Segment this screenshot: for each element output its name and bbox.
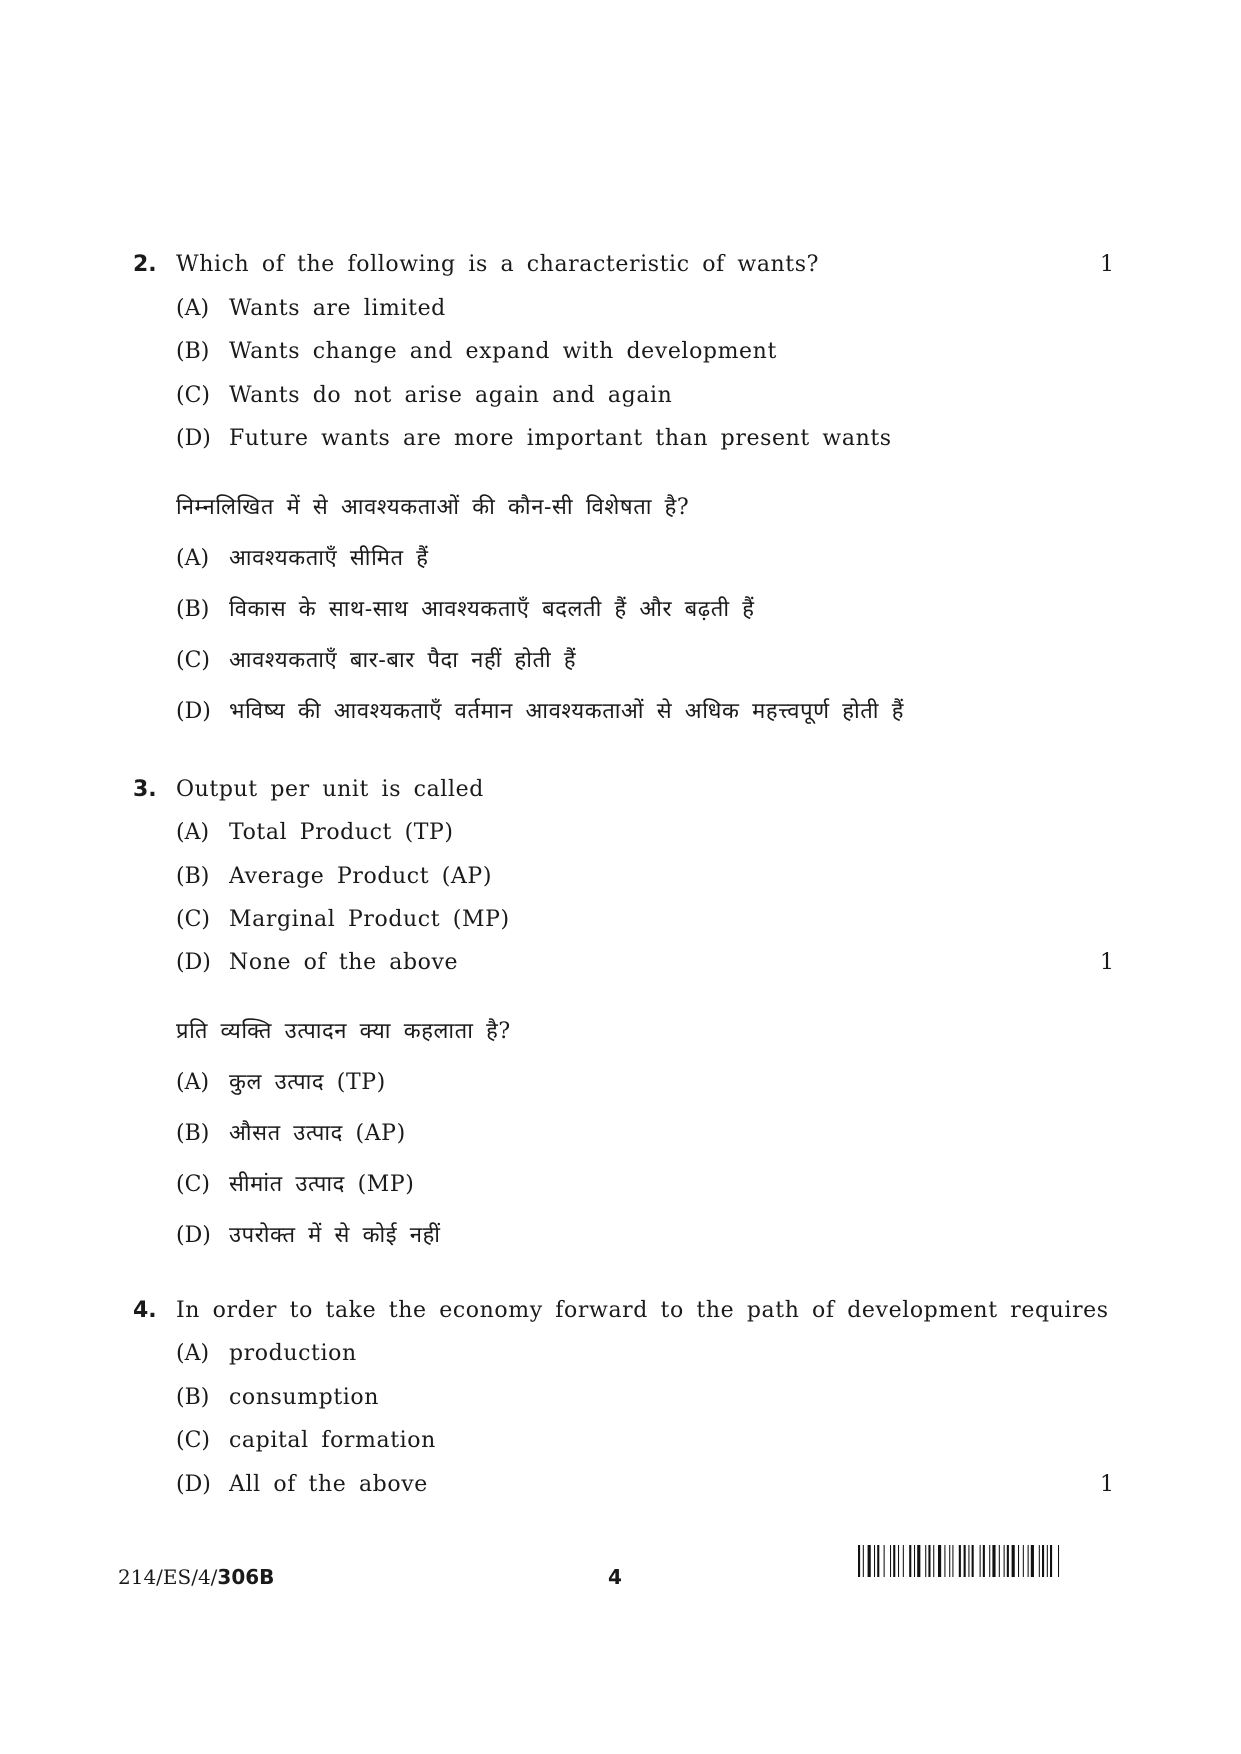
barcode-bar [874, 1545, 875, 1577]
barcode-bar [964, 1545, 966, 1577]
option-text: Average Product (AP) [229, 864, 493, 889]
option-text-hi: विकास के साथ-साथ आवश्यकताएँ बदलती हैं और बढ़ती हैं [229, 597, 755, 622]
barcode-bar [983, 1545, 985, 1577]
barcode-bar [949, 1545, 950, 1577]
barcode-bar [980, 1545, 981, 1577]
option-letter: (D) [176, 426, 211, 451]
option-letter: (C) [176, 648, 210, 673]
option-letter: (B) [176, 864, 210, 889]
paper-code [118, 1562, 274, 1592]
option-text: Wants do not arise again and again [229, 383, 673, 408]
option-letter: (D) [176, 1472, 211, 1497]
barcode-bar [1039, 1545, 1040, 1577]
barcode-bar [868, 1545, 871, 1577]
option-text-hi: भविष्य की आवश्यकताएँ वर्तमान आवश्यकताओं से अधिक महत्त्वपूर्ण होती हैं [229, 699, 904, 724]
question-text-hi: निम्नलिखित में से आवश्यकताओं की कौन-सी विशेषता है? [176, 495, 690, 520]
question-text-en: Output per unit is called [176, 777, 484, 802]
barcode-bar [944, 1545, 945, 1577]
option-text: production [229, 1341, 357, 1366]
barcode-bar [1018, 1545, 1019, 1577]
option-text-hi: आवश्यकताएँ सीमित हैं [229, 546, 429, 571]
option-text-hi: आवश्यकताएँ बार-बार पैदा नहीं होती हैं [229, 648, 577, 673]
option-text-hi: उपरोक्त में से कोई नहीं [229, 1223, 441, 1248]
option-text-hi: सीमांत उत्पाद (MP) [229, 1172, 415, 1197]
question-number: 3. [133, 777, 157, 802]
option-letter: (A) [176, 296, 210, 321]
barcode-bar [968, 1545, 969, 1577]
option-text: Wants are limited [229, 296, 446, 321]
barcode-bar [952, 1545, 953, 1577]
option-letter: (B) [176, 1121, 210, 1146]
option-letter: (A) [176, 546, 210, 571]
option-letter: (A) [176, 820, 210, 845]
option-letter: (C) [176, 1172, 210, 1197]
question-text-en: Which of the following is a characteristic of wants? [176, 252, 820, 277]
barcode-bar [893, 1545, 895, 1577]
barcode-bar [925, 1545, 926, 1577]
paper-code-bold: 306B [217, 1565, 275, 1589]
barcode-bar [1028, 1545, 1029, 1577]
option-text-hi: औसत उत्पाद (AP) [229, 1121, 406, 1146]
option-text: Wants change and expand with development [229, 339, 777, 364]
barcode-bar [898, 1545, 899, 1577]
option-letter: (B) [176, 1385, 210, 1410]
option-letter: (A) [176, 1070, 210, 1095]
option-text: Marginal Product (MP) [229, 907, 510, 932]
barcode-bar [917, 1545, 920, 1577]
barcode-bar [928, 1545, 930, 1577]
option-letter: (B) [176, 597, 210, 622]
page-number: 4 [608, 1565, 622, 1589]
barcode-bar [959, 1545, 961, 1577]
option-letter: (D) [176, 1223, 211, 1248]
option-letter: (D) [176, 950, 211, 975]
barcode-bar [884, 1545, 885, 1577]
option-text: consumption [229, 1385, 380, 1410]
barcode-bar [992, 1545, 995, 1577]
barcode-bar [903, 1545, 904, 1577]
marks: 1 [1100, 1472, 1114, 1497]
option-letter: (C) [176, 383, 210, 408]
barcode-bar [863, 1545, 864, 1577]
option-letter: (B) [176, 339, 210, 364]
barcode-bar [1012, 1545, 1015, 1577]
marks: 1 [1100, 252, 1114, 277]
question-number: 4. [133, 1298, 157, 1323]
barcode-bar [1047, 1545, 1048, 1577]
barcode-bar [1031, 1545, 1034, 1577]
option-text: Future wants are more important than present wants [229, 426, 892, 451]
question-text-en: In order to take the economy forward to the path of development requires [176, 1298, 1109, 1323]
barcode-bar [972, 1545, 974, 1577]
option-text-hi: कुल उत्पाद (TP) [229, 1070, 386, 1095]
question-number: 2. [133, 252, 157, 277]
barcode-bar [999, 1545, 1000, 1577]
paper-code-prefix: 214/ES/4/ [118, 1565, 218, 1589]
option-letter: (C) [176, 1428, 210, 1453]
option-letter: (D) [176, 699, 211, 724]
barcode-bar [914, 1545, 915, 1577]
option-text: Total Product (TP) [229, 820, 454, 845]
option-text: None of the above [229, 950, 459, 975]
option-letter: (A) [176, 1341, 210, 1366]
barcode-bar [909, 1545, 911, 1577]
barcode-bar [890, 1545, 891, 1577]
barcode-bar [1023, 1545, 1024, 1577]
barcode-bar [1042, 1545, 1044, 1577]
barcode-bar [1004, 1545, 1005, 1577]
barcode-bar [1007, 1545, 1009, 1577]
barcode-bar [858, 1545, 860, 1577]
barcode-bar [1058, 1545, 1059, 1577]
barcode-bar [933, 1545, 934, 1577]
barcode-bar [1050, 1545, 1052, 1577]
barcode-bar [989, 1545, 990, 1577]
option-text: capital formation [229, 1428, 436, 1453]
barcode-bar [938, 1545, 941, 1577]
option-letter: (C) [176, 907, 210, 932]
barcode [858, 1545, 1120, 1577]
barcode-bar [877, 1545, 879, 1577]
option-text: All of the above [229, 1472, 428, 1497]
marks: 1 [1100, 950, 1114, 975]
question-text-hi: प्रति व्यक्ति उत्पादन क्या कहलाता है? [176, 1019, 511, 1044]
